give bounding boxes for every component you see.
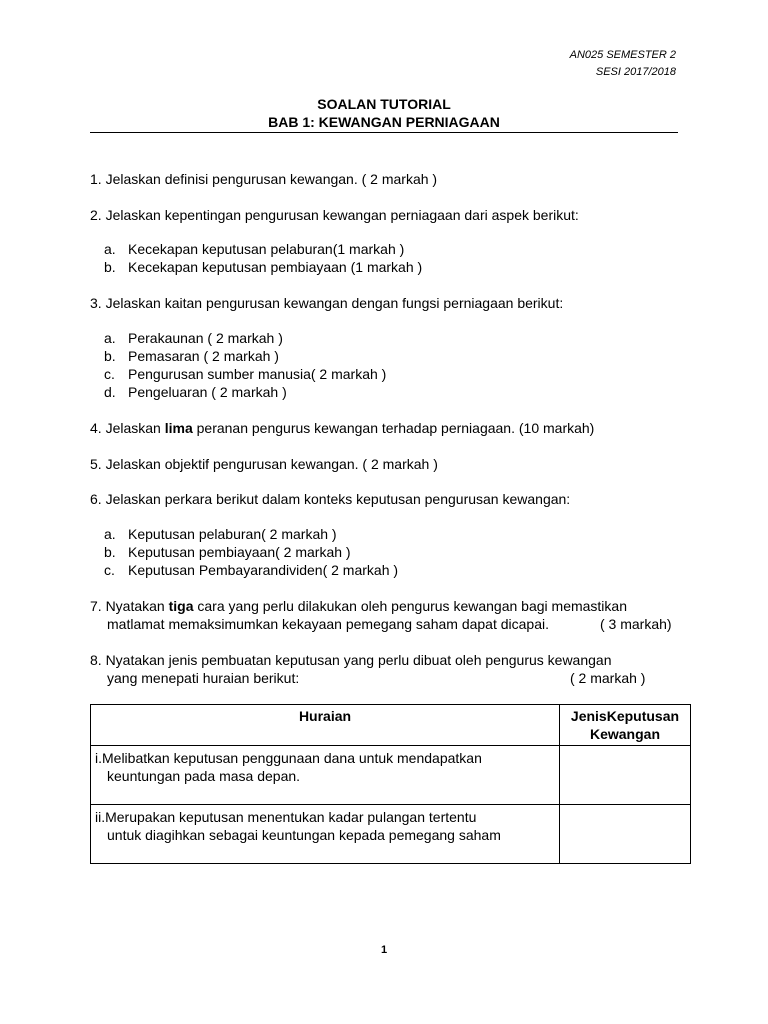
course-header bbox=[570, 47, 676, 81]
question-text: cara yang perlu dilakukan oleh pengurus kewangan bagi memastikan bbox=[193, 598, 627, 614]
item-text: Perakaunan ( 2 markah ) bbox=[128, 330, 283, 346]
question-2-item-b bbox=[104, 258, 422, 276]
question-8-line-2: yang menepati huraian berikut: bbox=[107, 670, 300, 686]
question-6-item-b bbox=[104, 543, 351, 561]
course-code: AN025 SEMESTER 2 bbox=[569, 49, 676, 61]
description-cell bbox=[91, 746, 560, 805]
question-2: 2. Jelaskan kepentingan pengurusan kewangan perniagaan dari aspek berikut: bbox=[90, 207, 579, 223]
item-label: d. bbox=[104, 384, 116, 400]
header-line: JenisKeputusan bbox=[570, 708, 680, 724]
question-text: peranan pengurus kewangan terhadap perniagaan. (10 markah) bbox=[192, 420, 595, 436]
item-text: Keputusan Pembayarandividen( 2 markah ) bbox=[128, 562, 399, 578]
item-label: c. bbox=[104, 366, 115, 382]
column-header-huraian: Huraian bbox=[91, 705, 560, 746]
document-title bbox=[90, 95, 678, 131]
title-divider bbox=[90, 132, 678, 133]
question-8: 8. Nyatakan jenis pembuatan keputusan yang perlu dibuat oleh pengurus kewangan bbox=[90, 652, 612, 668]
description-line: ii.Merupakan keputusan menentukan kadar pulangan tertentu bbox=[95, 809, 477, 825]
question-text: 4. Jelaskan bbox=[90, 420, 165, 436]
item-label: b. bbox=[104, 259, 116, 275]
description-line: i.Melibatkan keputusan penggunaan dana untuk mendapatkan bbox=[95, 750, 482, 766]
question-8-marks: ( 2 markah ) bbox=[570, 670, 646, 686]
item-label: a. bbox=[104, 526, 116, 542]
item-text: Pengeluaran ( 2 markah ) bbox=[128, 384, 287, 400]
title-line-1: SOALAN TUTORIAL bbox=[317, 96, 451, 112]
header-line: Kewangan bbox=[589, 726, 660, 742]
item-text: Pemasaran ( 2 markah ) bbox=[128, 348, 279, 364]
question-text: 7. Nyatakan bbox=[90, 598, 169, 614]
question-4 bbox=[90, 419, 594, 437]
item-label: a. bbox=[104, 241, 116, 257]
question-3: 3. Jelaskan kaitan pengurusan kewangan dengan fungsi perniagaan berikut: bbox=[90, 295, 564, 311]
question-6-item-a bbox=[104, 525, 337, 543]
title-line-2: BAB 1: KEWANGAN PERNIAGAAN bbox=[268, 114, 500, 130]
question-2-item-a bbox=[104, 240, 404, 258]
answer-cell[interactable] bbox=[560, 805, 691, 864]
question-7 bbox=[90, 597, 627, 615]
description-line: keuntungan pada masa depan. bbox=[107, 768, 301, 784]
question-3-item-b bbox=[104, 347, 279, 365]
question-1: 1. Jelaskan definisi pengurusan kewangan. ( 2 markah ) bbox=[90, 171, 438, 187]
item-label: a. bbox=[104, 330, 116, 346]
column-header-jenis bbox=[560, 705, 691, 746]
question-3-item-a bbox=[104, 329, 283, 347]
item-text: Pengurusan sumber manusia( 2 markah ) bbox=[128, 366, 387, 382]
question-7-marks: ( 3 markah) bbox=[600, 616, 672, 632]
question-3-item-d bbox=[104, 383, 287, 401]
question-7-line-2: matlamat memaksimumkan kekayaan pemegang saham dapat dicapai. bbox=[107, 616, 550, 632]
question-6-item-c bbox=[104, 561, 398, 579]
description-line: untuk diagihkan sebagai keuntungan kepada pemegang saham bbox=[107, 827, 501, 843]
item-text: Kecekapan keputusan pembiayaan (1 markah ) bbox=[128, 259, 423, 275]
answer-table bbox=[90, 704, 691, 864]
item-label: b. bbox=[104, 544, 116, 560]
page-number: 1 bbox=[380, 944, 388, 956]
description-cell bbox=[91, 805, 560, 864]
item-text: Keputusan pembiayaan( 2 markah ) bbox=[128, 544, 351, 560]
question-6: 6. Jelaskan perkara berikut dalam konteks keputusan pengurusan kewangan: bbox=[90, 491, 571, 507]
question-3-item-c bbox=[104, 365, 386, 383]
table-header-row bbox=[91, 705, 691, 746]
item-text: Kecekapan keputusan pelaburan(1 markah ) bbox=[128, 241, 405, 257]
item-text: Keputusan pelaburan( 2 markah ) bbox=[128, 526, 337, 542]
item-label: b. bbox=[104, 348, 116, 364]
answer-cell[interactable] bbox=[560, 746, 691, 805]
table-row bbox=[91, 805, 691, 864]
question-5: 5. Jelaskan objektif pengurusan kewangan. ( 2 markah ) bbox=[90, 456, 438, 472]
emphasis-word: lima bbox=[164, 420, 193, 436]
item-label: c. bbox=[104, 562, 115, 578]
table-row bbox=[91, 746, 691, 805]
emphasis-word: tiga bbox=[168, 598, 194, 614]
session-label: SESI 2017/2018 bbox=[595, 66, 676, 78]
